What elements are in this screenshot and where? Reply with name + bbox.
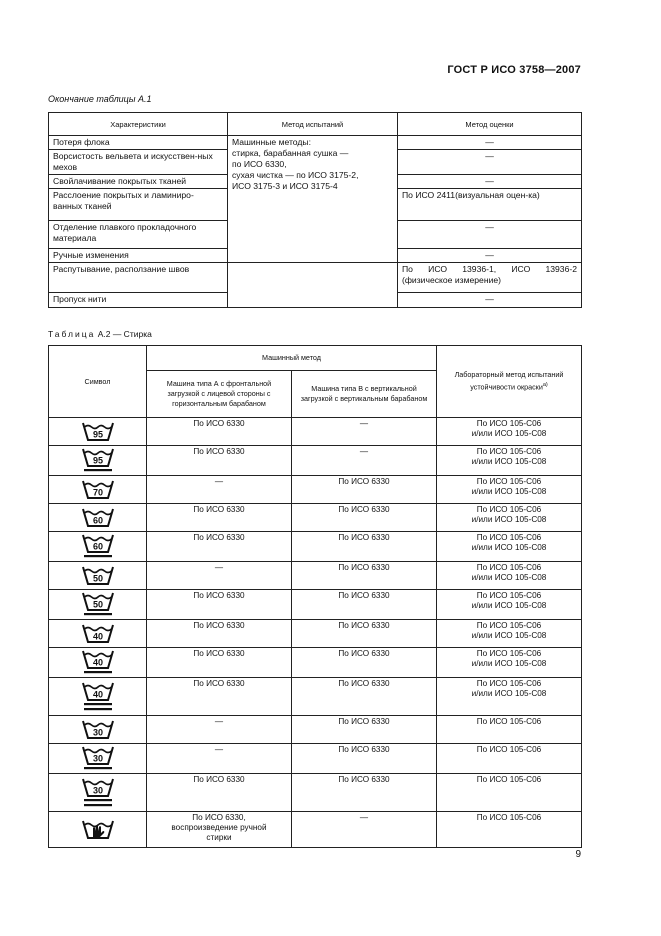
table2-row bbox=[49, 620, 582, 648]
table-a2-washing bbox=[48, 345, 582, 848]
table1-body bbox=[49, 136, 582, 308]
wash-tub-icon bbox=[81, 777, 115, 809]
gentle-cycle-bar bbox=[84, 613, 112, 615]
lab-method-cell: По ИСО 105-С06 и/или ИСО 105-С08 bbox=[437, 446, 582, 476]
machine-type-b-cell: По ИСО 6330 bbox=[292, 774, 437, 812]
lab-method-cell: По ИСО 105-С06 bbox=[437, 812, 582, 848]
machine-type-b-cell: По ИСО 6330 bbox=[292, 476, 437, 504]
evaluation-cell: — bbox=[398, 136, 582, 150]
machine-type-a-cell: По ИСО 6330, воспроизведение ручной стирки bbox=[147, 812, 292, 848]
lab-method-cell: По ИСО 105-С06 и/или ИСО 105-С08 bbox=[437, 504, 582, 532]
lab-method-cell: По ИСО 105-С06 bbox=[437, 716, 582, 744]
machine-type-a-cell: По ИСО 6330 bbox=[147, 504, 292, 532]
characteristic-cell: Отделение плавкого прокладочного материала bbox=[49, 221, 228, 249]
evaluation-cell: По ИСО 2411(визуальная оцен-ка) bbox=[398, 189, 582, 221]
table2-caption bbox=[48, 329, 152, 339]
machine-type-b-cell: По ИСО 6330 bbox=[292, 590, 437, 620]
machine-type-b-cell: По ИСО 6330 bbox=[292, 532, 437, 562]
evaluation-cell: — bbox=[398, 150, 582, 175]
col-header-test-method: Метод испытаний bbox=[228, 113, 398, 136]
lab-method-cell: По ИСО 105-С06 и/или ИСО 105-С08 bbox=[437, 620, 582, 648]
wash-tub-icon bbox=[81, 479, 115, 501]
table2-row bbox=[49, 716, 582, 744]
wash-temperature-label: 70 bbox=[92, 487, 103, 497]
col-header-type-b: Машина типа В с вертикальной загрузкой с вертикальным барабаном bbox=[292, 371, 437, 418]
lab-method-cell: По ИСО 105-С06 и/или ИСО 105-С08 bbox=[437, 678, 582, 716]
wash-tub-icon bbox=[81, 421, 115, 443]
wash-temperature-label: 30 bbox=[92, 785, 103, 795]
machine-type-a-cell: По ИСО 6330 bbox=[147, 648, 292, 678]
machine-type-b-cell: — bbox=[292, 418, 437, 446]
symbol-cell bbox=[49, 774, 147, 812]
gentle-cycle-bar bbox=[84, 469, 112, 471]
lab-method-footnote-mark: a) bbox=[542, 382, 548, 389]
col-header-machine-method: Машинный метод bbox=[147, 346, 437, 371]
machine-type-a-cell: По ИСО 6330 bbox=[147, 620, 292, 648]
table-a1-end bbox=[48, 112, 582, 308]
symbol-cell bbox=[49, 648, 147, 678]
wash-temperature-label: 40 bbox=[92, 631, 103, 641]
col-header-type-a: Машина типа А с фронтальной загрузкой с лицевой стороны с горизонтальным барабаном bbox=[147, 371, 292, 418]
machine-type-a-cell: По ИСО 6330 bbox=[147, 678, 292, 716]
table2-row bbox=[49, 774, 582, 812]
machine-type-b-cell: По ИСО 6330 bbox=[292, 744, 437, 774]
characteristic-cell: Потеря флока bbox=[49, 136, 228, 150]
evaluation-cell: — bbox=[398, 293, 582, 308]
wash-tub-icon bbox=[81, 681, 115, 713]
wash-temperature-label: 95 bbox=[92, 429, 103, 439]
table2-caption-rest: А.2 — Стирка bbox=[97, 329, 152, 339]
table2-row bbox=[49, 648, 582, 678]
machine-type-a-cell: — bbox=[147, 476, 292, 504]
wash-temperature-label: 30 bbox=[92, 727, 103, 737]
wash-tub-icon bbox=[81, 565, 115, 587]
lab-method-cell: По ИСО 105-С06 и/или ИСО 105-С08 bbox=[437, 590, 582, 620]
characteristic-cell: Ворсистость вельвета и искусствен-ных мехов bbox=[49, 150, 228, 175]
characteristic-cell: Свойлачивание покрытых тканей bbox=[49, 175, 228, 189]
table2-row bbox=[49, 446, 582, 476]
table2-row bbox=[49, 418, 582, 446]
col-header-characteristics: Характеристики bbox=[49, 113, 228, 136]
characteristic-cell: Расслоение покрытых и ламиниро-ванных тканей bbox=[49, 189, 228, 221]
wash-tub-icon bbox=[81, 649, 115, 676]
evaluation-cell: — bbox=[398, 249, 582, 263]
symbol-cell bbox=[49, 446, 147, 476]
machine-type-a-cell: По ИСО 6330 bbox=[147, 532, 292, 562]
lab-method-text: Лабораторный метод испытаний устойчивости окраски bbox=[454, 370, 564, 392]
symbol-cell bbox=[49, 812, 147, 848]
machine-type-a-cell: — bbox=[147, 744, 292, 774]
symbol-cell bbox=[49, 716, 147, 744]
symbol-cell bbox=[49, 590, 147, 620]
table1-row bbox=[49, 263, 582, 293]
symbol-cell bbox=[49, 532, 147, 562]
machine-type-b-cell: — bbox=[292, 812, 437, 848]
col-header-evaluation: Метод оценки bbox=[398, 113, 582, 136]
wash-temperature-label: 50 bbox=[92, 599, 103, 610]
wash-tub-icon bbox=[81, 507, 115, 529]
machine-type-b-cell: По ИСО 6330 bbox=[292, 716, 437, 744]
table2-row bbox=[49, 562, 582, 590]
wash-temperature-label: 40 bbox=[92, 689, 103, 699]
table2-row bbox=[49, 744, 582, 774]
gentle-cycle-bar bbox=[84, 703, 112, 705]
wash-temperature-label: 60 bbox=[92, 515, 103, 525]
characteristic-cell: Распутывание, расползание швов bbox=[49, 263, 228, 293]
machine-type-b-cell: По ИСО 6330 bbox=[292, 648, 437, 678]
symbol-cell bbox=[49, 678, 147, 716]
machine-type-b-cell: По ИСО 6330 bbox=[292, 504, 437, 532]
hand-wash-icon bbox=[81, 819, 115, 841]
evaluation-cell: — bbox=[398, 175, 582, 189]
table2-row bbox=[49, 532, 582, 562]
wash-tub-icon bbox=[81, 447, 115, 474]
table1-caption: Окончание таблицы А.1 bbox=[48, 94, 152, 104]
evaluation-cell: — bbox=[398, 221, 582, 249]
lab-method-cell: По ИСО 105-С06 и/или ИСО 105-С08 bbox=[437, 648, 582, 678]
machine-type-a-cell: По ИСО 6330 bbox=[147, 774, 292, 812]
symbol-cell bbox=[49, 504, 147, 532]
wash-tub-icon bbox=[81, 533, 115, 560]
test-method-cell: Машинные методы: стирка, барабанная сушка — по ИСО 6330, сухая чистка — по ИСО 3175-2, ИСО 3175-3 и ИСО 3175-4 bbox=[228, 136, 398, 263]
col-header-symbol: Символ bbox=[49, 346, 147, 418]
symbol-cell bbox=[49, 620, 147, 648]
gentle-cycle-bar bbox=[84, 804, 112, 806]
gentle-cycle-bar bbox=[84, 671, 112, 673]
machine-type-a-cell: По ИСО 6330 bbox=[147, 590, 292, 620]
lab-method-cell: По ИСО 105-С06 и/или ИСО 105-С08 bbox=[437, 532, 582, 562]
symbol-cell bbox=[49, 744, 147, 774]
table2-row bbox=[49, 678, 582, 716]
wash-temperature-label: 30 bbox=[92, 753, 103, 764]
lab-method-cell: По ИСО 105-С06 и/или ИСО 105-С08 bbox=[437, 562, 582, 590]
symbol-cell bbox=[49, 476, 147, 504]
wash-tub-icon bbox=[81, 623, 115, 645]
table2-caption-prefix: Таблица bbox=[48, 329, 96, 339]
characteristic-cell: Пропуск нити bbox=[49, 293, 228, 308]
gentle-cycle-bar bbox=[84, 708, 112, 710]
gentle-cycle-bar bbox=[84, 799, 112, 801]
lab-method-cell: По ИСО 105-С06 и/или ИСО 105-С08 bbox=[437, 418, 582, 446]
characteristic-cell: Ручные изменения bbox=[49, 249, 228, 263]
table2-row bbox=[49, 504, 582, 532]
page-number: 9 bbox=[575, 849, 581, 860]
wash-tub-icon bbox=[81, 719, 115, 741]
wash-temperature-label: 40 bbox=[92, 657, 103, 668]
symbol-cell bbox=[49, 562, 147, 590]
document-header: ГОСТ Р ИСО 3758—2007 bbox=[447, 64, 581, 76]
wash-tub-icon bbox=[81, 591, 115, 618]
machine-type-b-cell: По ИСО 6330 bbox=[292, 678, 437, 716]
machine-type-a-cell: — bbox=[147, 562, 292, 590]
lab-method-cell: По ИСО 105-С06 bbox=[437, 774, 582, 812]
machine-type-a-cell: По ИСО 6330 bbox=[147, 418, 292, 446]
wash-temperature-label: 95 bbox=[92, 455, 103, 466]
wash-tub-icon bbox=[81, 745, 115, 772]
test-method-cell-empty bbox=[228, 263, 398, 308]
machine-type-a-cell: По ИСО 6330 bbox=[147, 446, 292, 476]
wash-temperature-label: 50 bbox=[92, 573, 103, 583]
lab-method-cell: По ИСО 105-С06 и/или ИСО 105-С08 bbox=[437, 476, 582, 504]
col-header-lab-method bbox=[437, 346, 582, 418]
machine-type-b-cell: По ИСО 6330 bbox=[292, 620, 437, 648]
table2-row bbox=[49, 590, 582, 620]
table2-body bbox=[49, 418, 582, 848]
symbol-cell bbox=[49, 418, 147, 446]
table2-row bbox=[49, 476, 582, 504]
table2-row bbox=[49, 812, 582, 848]
machine-type-b-cell: — bbox=[292, 446, 437, 476]
lab-method-cell: По ИСО 105-С06 bbox=[437, 744, 582, 774]
evaluation-cell: По ИСО 13936-1, ИСО 13936-2 (физическое измерение) bbox=[398, 263, 582, 293]
gentle-cycle-bar bbox=[84, 555, 112, 557]
table1-row bbox=[49, 136, 582, 150]
wash-temperature-label: 60 bbox=[92, 541, 103, 552]
gentle-cycle-bar bbox=[84, 767, 112, 769]
machine-type-a-cell: — bbox=[147, 716, 292, 744]
machine-type-b-cell: По ИСО 6330 bbox=[292, 562, 437, 590]
